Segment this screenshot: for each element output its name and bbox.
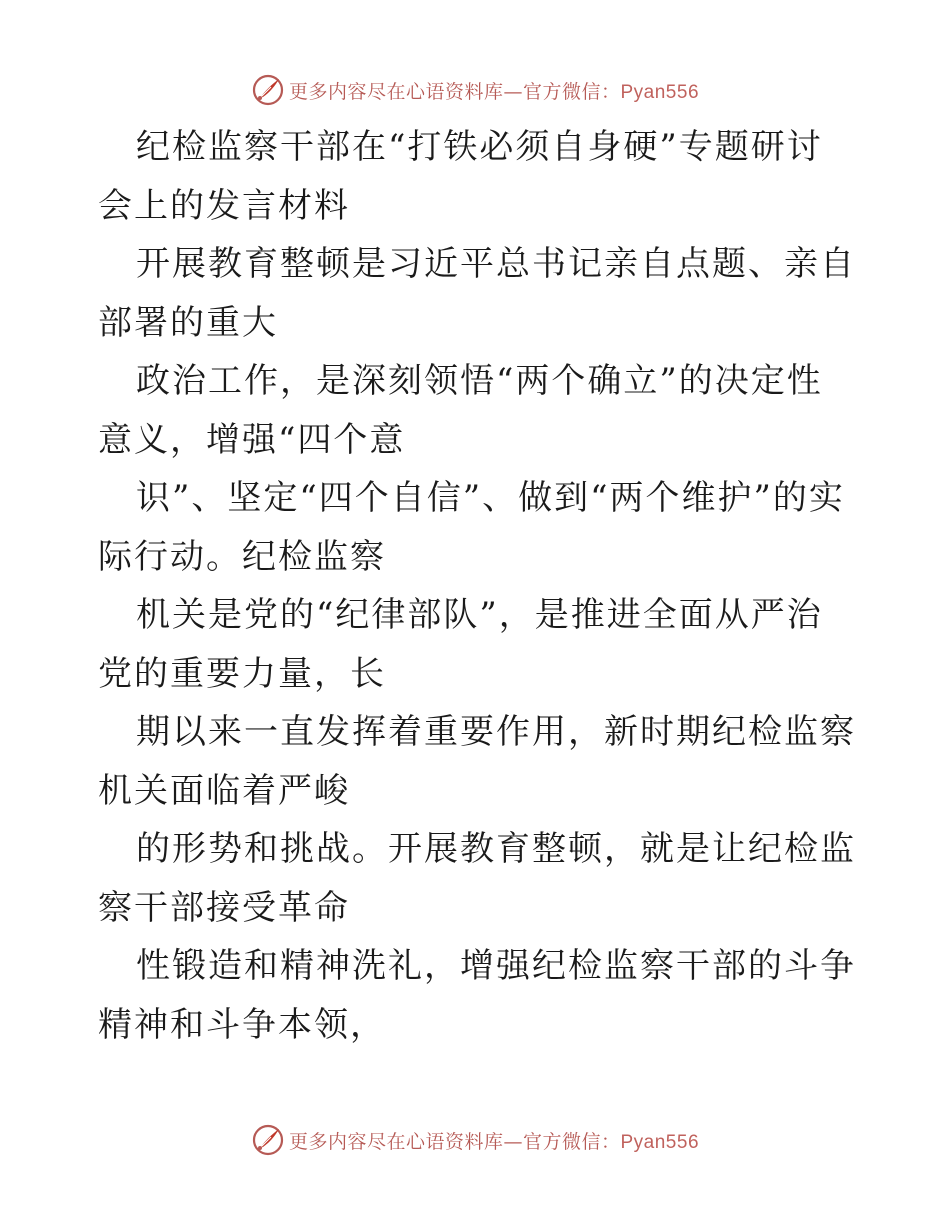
line-rest: 关面临着严峻 — [134, 770, 350, 811]
line-first: 机关是党的“纪律部队”，是推进全面从严治党 — [98, 595, 823, 694]
paragraph-line — [98, 820, 858, 937]
line-rest: 上的发言材料 — [134, 185, 350, 226]
feather-quill-logo-icon — [251, 1123, 285, 1157]
paragraph-line — [98, 469, 858, 586]
header-watermark-handle: Pyan556 — [620, 81, 700, 103]
feather-quill-logo-icon — [251, 73, 285, 107]
paragraph-line — [98, 118, 858, 235]
line-rest: 神和斗争本领， — [134, 1004, 386, 1045]
footer-watermark-text — [289, 1127, 699, 1154]
line-first: 纪检监察干部在“打铁必须自身硬”专题研讨会 — [98, 127, 823, 226]
line-first: 开展教育整顿是习近平总书记亲自点题、亲自部 — [98, 244, 856, 343]
footer-watermark-handle: Pyan556 — [620, 1131, 700, 1153]
header-watermark-text — [289, 77, 699, 104]
header-watermark-label: 更多内容尽在心语资料库—官方微信： — [288, 80, 621, 103]
line-rest: 干部接受革命 — [134, 887, 350, 928]
line-rest: 署的重大 — [134, 302, 278, 343]
line-first: 性锻造和精神洗礼，增强纪检监察干部的斗争精 — [98, 946, 856, 1045]
footer-watermark — [0, 1120, 950, 1160]
paragraph-line — [98, 703, 858, 820]
line-first: 期以来一直发挥着重要作用，新时期纪检监察机 — [98, 712, 856, 811]
line-first: 政治工作，是深刻领悟“两个确立”的决定性意 — [98, 361, 823, 460]
footer-watermark-label: 更多内容尽在心语资料库—官方微信： — [288, 1130, 621, 1153]
line-first: 的形势和挑战。开展教育整顿，就是让纪检监察 — [98, 829, 856, 928]
line-first: 识”、坚定“四个自信”、做到“两个维护”的 — [136, 478, 809, 518]
line-rest: 实际行动。纪检监察 — [98, 478, 845, 577]
paragraph-line — [98, 937, 858, 1054]
document-body — [98, 118, 858, 1054]
paragraph-line — [98, 235, 858, 352]
line-rest: 义，增强“四个意 — [134, 419, 406, 460]
paragraph-line — [98, 352, 858, 469]
paragraph-line — [98, 586, 858, 703]
header-watermark — [0, 70, 950, 110]
line-rest: 的重要力量，长 — [134, 653, 386, 694]
